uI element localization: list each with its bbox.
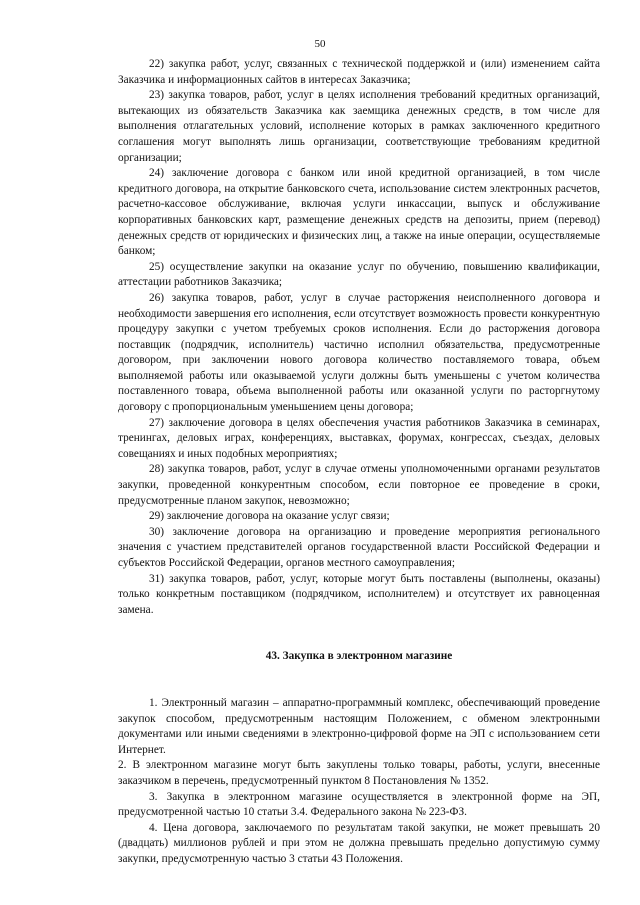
section-paragraph-1: 1. Электронный магазин – аппаратно-программный комплекс, обеспечивающий проведение закупок способом, предусмотренным настоящим Положением, с обменом электронными документами или иными сведениями в электронно-цифровой форме на ЭП с использованием сети Интернет. [118, 696, 600, 756]
list-item-30: 30) заключение договора на организацию и проведение мероприятия регионального значения с участием представителей органов государственной власти Российской Федерации и субъектов Российской Федерации, органов местного самоуправления; [118, 525, 600, 569]
page-number: 50 [314, 38, 326, 50]
section-paragraph-4: 4. Цена договора, заключаемого по результатам такой закупки, не может превышать 20 (двадцать) миллионов рублей и при этом не должна превышать предельно допустимую сумму закупки, предусмотренную частью 3 статьи 43 Положения. [118, 821, 600, 865]
list-item-28: 28) закупка товаров, работ, услуг в случае отмены уполномоченными органами результатов закупки, проведенной конкурентным способом, если повторное ее проведение в сроки, предусмотренные планом закупок, невозможно; [118, 463, 600, 507]
section-paragraph-3: 3. Закупка в электронном магазине осуществляется в электронной форме на ЭП, предусмотренной частью 10 статьи 3.4. Федерального закона № 223-ФЗ. [118, 790, 600, 819]
list-item-22: 22) закупка работ, услуг, связанных с технической поддержкой и (или) изменением сайта Заказчика и информационных сайтов в интересах Заказчика; [118, 58, 600, 86]
list-item-24: 24) заключение договора с банком или иной кредитной организацией, в том числе кредитного договора, на открытие банковского счета, использование систем электронных расчетов, расчетно-кассовое обслуживание, включая услуги инкассации, выпуск и обслуживание корпоративных банковских карт, размещение денежных средств на депозиты, прием (перевод) денежных средств от юридических и физических лиц, а также на иные операции, осуществляемые банком; [118, 167, 600, 258]
list-item-31: 31) закупка товаров, работ, услуг, которые могут быть поставлены (выполнены, оказаны) только конкретным поставщиком (подрядчиком, исполнителем) и отсутствует их равноценная замена. [118, 572, 600, 616]
document-body [118, 57, 600, 868]
section-paragraph-2: 2. В электронном магазине могут быть закуплены только товары, работы, услуги, внесенные заказчиком в перечень, предусмотренный пунктом 8 Постановления № 1352. [118, 759, 600, 787]
list-item-25: 25) осуществление закупки на оказание услуг по обучению, повышению квалификации, аттестации работников Заказчика; [118, 260, 600, 289]
section-title: 43. Закупка в электронном магазине [265, 650, 453, 663]
list-item-26: 26) закупка товаров, работ, услуг в случае расторжения неисполненного договора и необходимости завершения его исполнения, если отсутствует возможность провести конкурентную процедуру закупки с учетом требуемых сроков исполнения. Если до расторжения договора поставщик (подрядчик, исполнитель) частично исполнил обязательства, предусмотренные договором, при заключении нового договора количество поставляемого товара, объем выполняемой работы или оказываемой услуги должны быть уменьшены с учетом количества поставленного товара, объема выполненной работы или оказанной услуги по расторгнутому договору с пропорциональным уменьшением цены договора; [118, 291, 600, 414]
list-item-29: 29) заключение договора на оказание услуг связи; [149, 510, 390, 523]
list-item-23: 23) закупка товаров, работ, услуг в целях исполнения требований кредитных организаций, вытекающих из обязательств Заказчика как заемщика денежных средств, в том числе для выполнения отлагательных условий, исполнение которых в рамках заключенного кредитного соглашения могут выполнять лишь организации, соответствующие требованиям кредитной организации; [118, 89, 600, 164]
list-item-27: 27) заключение договора в целях обеспечения участия работников Заказчика в семинарах, тренингах, деловых играх, конференциях, выставках, форумах, конгрессах, съездах, деловых совещаниях и иных подобных мероприятиях; [118, 416, 600, 460]
